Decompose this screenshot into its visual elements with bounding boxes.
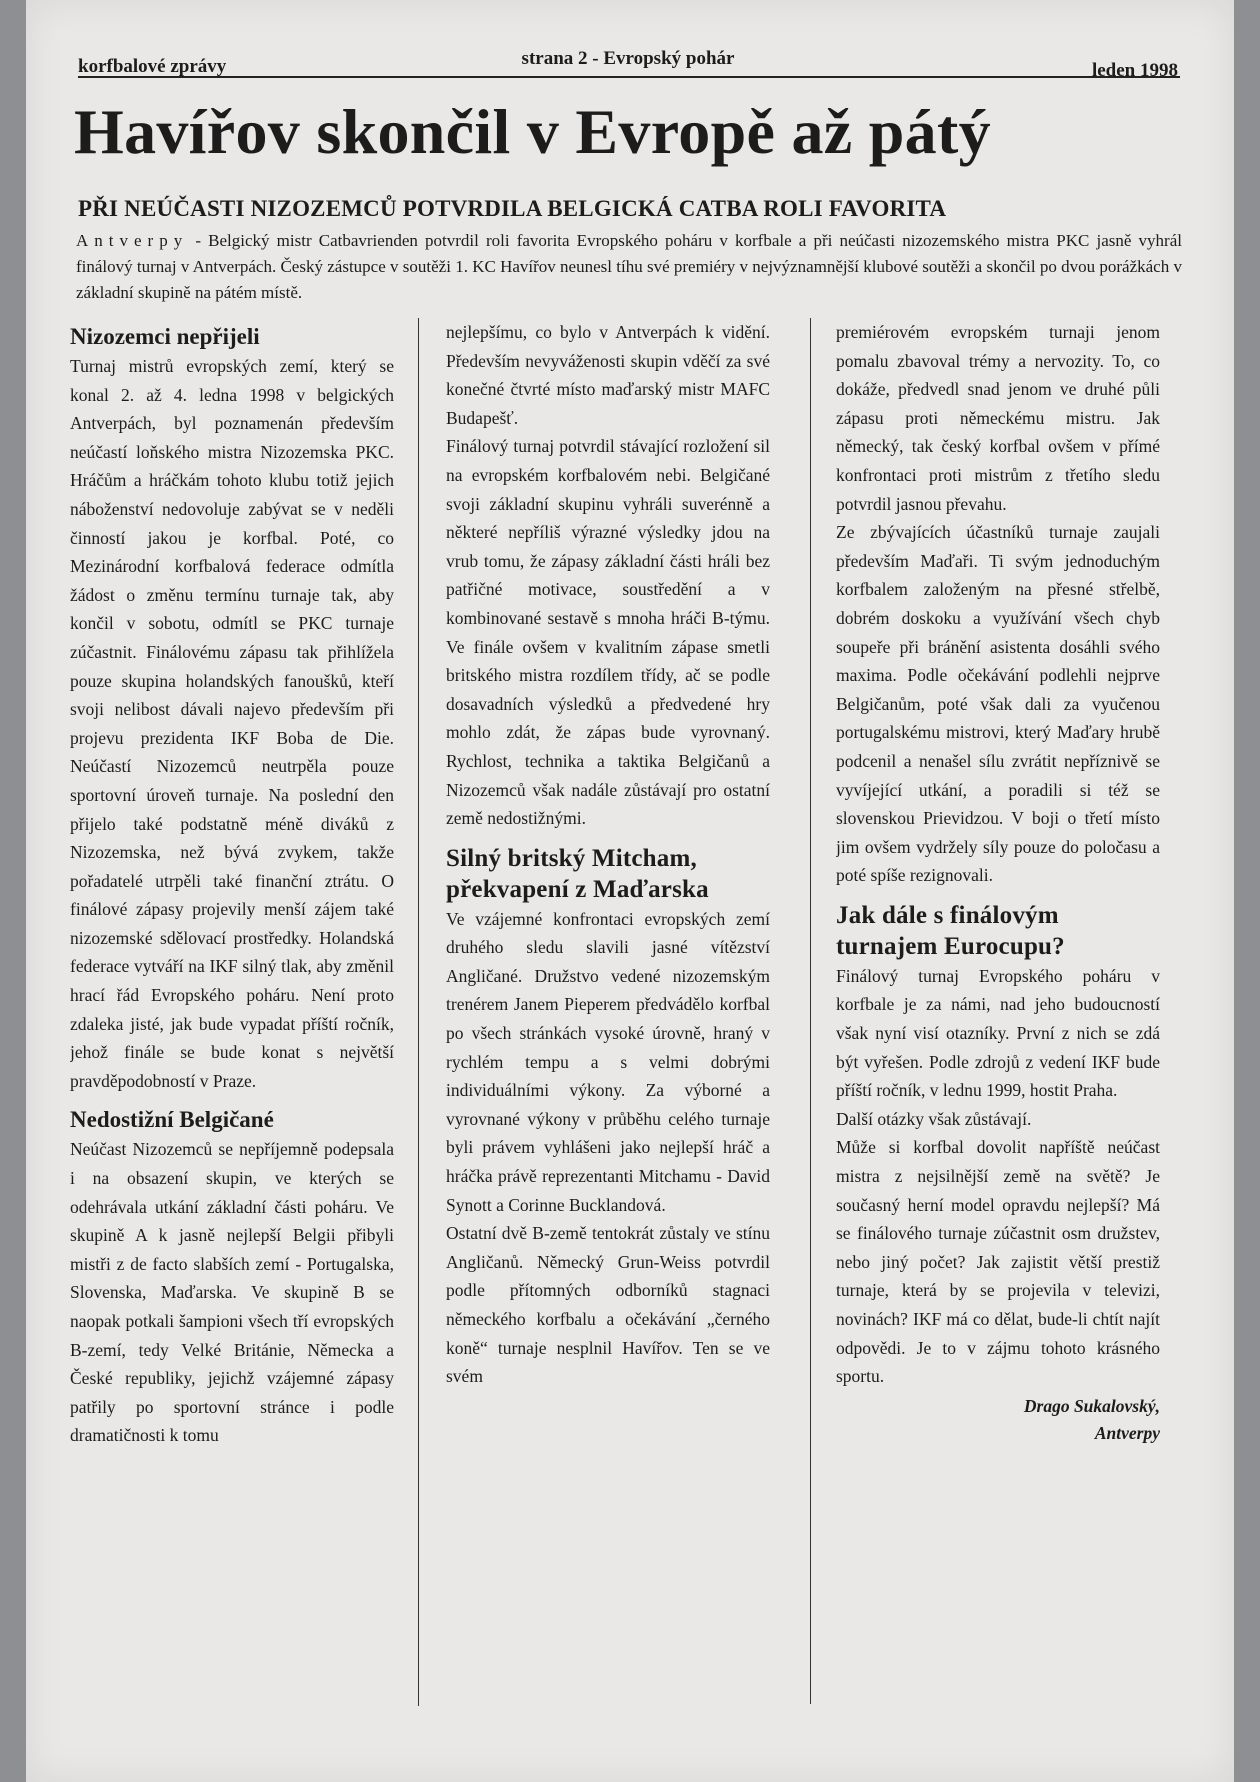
lead-text: - Belgický mistr Catbavrienden potvrdil roli favorita Evropského poháru v korfbale a při neúčasti nizozemského mistra PKC jasně vyhrál finálový turnaj v Antverpách. Český zástupce v soutěži 1. KC Havířov neunesl tíhu své premiéry v nejvýznamnější klubové soutěži a skončil po dvou porážkách v základní skupině na pátém místě.	[76, 231, 1182, 302]
article-column-1	[70, 322, 394, 1702]
paragraph: Finálový turnaj Evropského poháru v korfbale je za námi, nad jeho budoucností však nyní visí otazníky. První z nich se zdá být vyřešen. Podle zdrojů z vedení IKF bude příští ročník, v lednu 1999, hostit Praha.	[836, 965, 1160, 1101]
author-place: Antverpy	[1094, 1422, 1160, 1443]
article-column-2	[446, 318, 770, 1698]
section-heading: Jak dále s finálovým turnajem Eurocupu?	[836, 901, 1065, 960]
article-subheadline: PŘI NEÚČASTI NIZOZEMCŮ POTVRDILA BELGICKÁ CATBA ROLI FAVORITA	[78, 196, 947, 221]
paragraph: Může si korfbal dovolit napříště neúčast mistra z nejsilnější země na světě? Je současný herní model opravdu nejlepší? Má se finálového turnaje zúčastnit osm družstev, nebo jiný počet? Jak zajistit větší prestiž turnaje, která by se projevila v televizi, novinách? IKF má co dělat, bude-li chtít najít odpovědi. Je to v zájmu tohoto krásného sportu.	[836, 1137, 1160, 1387]
author-signature	[836, 1393, 1160, 1447]
page-header	[78, 46, 1178, 81]
dateline-place: Antverpy	[76, 231, 189, 250]
paragraph: Finálový turnaj potvrdil stávající rozložení sil na evropském korfbalovém nebi. Belgičané svoji základní skupinu vyhráli suverénně a některé nepříliš výrazné výsledky jdou na vrub tomu, že zápasy základní části hráli bez patřičné motivace, soustředění a v kombinované sestavě s mnoha hráči B-týmu. Ve finále ovšem v kvalitním zápase smetli britského mistra rozdílem třídy, ač se podle dosavadních výsledků a předvedené hry mohlo zdát, že zápas bude vyrovnaný. Rychlost, technika a taktika Belgičanů a Nizozemců však nadále zůstávají pro ostatní země nedostižnými.	[446, 436, 770, 829]
column-divider	[810, 318, 811, 1704]
paragraph: premiérovém evropském turnaji jenom pomalu zbavoval trémy a nervozity. To, co dokáže, předvedl snad jenom ve druhé půli zápasu proti německému mistru. Jak německý, tak český korfbal ovšem v přímé konfrontaci proti mistrům z třetího sledu potvrdil jasnou převahu.	[836, 322, 1160, 514]
header-divider	[78, 76, 1180, 78]
paragraph: Další otázky však zůstávají.	[836, 1108, 1032, 1129]
paragraph: nejlepšímu, co bylo v Antverpách k vidění. Především nevyváženosti skupin vděčí za své konečné čtvrté místo maďarský mistr MAFC Budapešť.	[446, 322, 770, 428]
section-heading: Nizozemci nepřijeli	[70, 324, 260, 349]
publication-name: korfbalové zprávy	[78, 56, 227, 77]
column-divider	[418, 318, 419, 1706]
paragraph: Turnaj mistrů evropských zemí, který se konal 2. až 4. ledna 1998 v belgických Antverpách, byl poznamenán především neúčastí loňského mistra Nizozemska PKC. Hráčům a hráčkám tohoto klubu totiž jejich náboženství nedovoluje zabývat se v neděli činností jakou je korfbal. Poté, co Mezinárodní korfbalová federace odmítla žádost o změnu termínu turnaje tak, aby končil v sobotu, odmítl se PKC turnaje zúčastnit. Finálovému zápasu tak přihlížela pouze skupina holandských fanoušků, kteří svoji nelibost dávali najevo především při projevu prezidenta IKF Boba de Die. Neúčastí Nizozemců neutrpěla pouze sportovní úroveň turnaje. Na poslední den přijelo také podstatně méně diváků z Nizozemska, než bývá zvykem, takže pořadatelé utrpěli také finanční ztrátu. O finálové zápasy projevily menší zájem také nizozemské sdělovací prostředky. Holandská federace vytváří na IKF silný tlak, aby změnil hrací řád Evropského poháru. Není proto zdaleka jisté, jak bude vypadat příští ročník, jehož finále se bude konat s největší pravděpodobností v Praze.	[70, 356, 394, 1091]
section-heading: Silný britský Mitcham, překvapení z Maďarska	[446, 844, 709, 903]
issue-date: leden 1998	[1091, 60, 1178, 81]
paragraph: Ostatní dvě B-země tentokrát zůstaly ve stínu Angličanů. Německý Grun-Weiss potvrdil podle přítomných odborníků stagnaci německého korfbalu a očekávání „černého koně“ turnaje nesplnil Havířov. Ten se ve svém	[446, 1223, 770, 1387]
section-heading: Nedostižní Belgičané	[70, 1107, 274, 1133]
author-name: Drago Sukalovský,	[1023, 1395, 1160, 1416]
paragraph: Neúčast Nizozemců se nepříjemně podepsala i na obsazení skupin, ve kterých se odehrávala utkání základní části poháru. Ve skupině A k jasně nejlepší Belgii přibyli mistři z de facto slabších zemí - Portugalska, Slovenska, Maďarska. Ve skupině B se naopak potkali šampioni všech tří evropských B-zemí, tedy Velké Británie, Německa a České republiky, jejichž vzájemné zápasy patřily po sportovní stránce i podle dramatičnosti k tomu	[70, 1139, 394, 1446]
section-title: strana 2 - Evropský pohár	[521, 48, 735, 69]
article-headline: Havířov skončil v Evropě až pátý	[74, 96, 991, 167]
paragraph: Ze zbývajících účastníků turnaje zaujali především Maďaři. Ti svým jednoduchým korfbalem založeným na přesné střelbě, dobrém doskoku a využívání všech chyb soupeře při bránění asistenta dosáhli svého maxima. Podle očekávání podlehli nejprve Belgičanům, poté však dali za vyučenou portugalskému mistrovi, který Maďary hrubě podcenil a nenašel sílu zvrátit nepříznivě se vyvíjející utkání, a poradili si též se slovenskou Prievidzou. V boji o třetí místo jim ovšem vydržely síly pouze do poločasu a poté spíše rezignovali.	[836, 522, 1160, 886]
article-column-3	[836, 318, 1160, 1698]
paragraph: Ve vzájemné konfrontaci evropských zemí druhého sledu slavili jasné vítězství Angličané. Družstvo vedené nizozemským trenérem Janem Pieperem předvádělo korfbal po všech stránkách vysoké úrovně, hraný v rychlém tempu a s velmi dobrými individuálními výkony. Za výborné a vyrovnané výkony v průběhu celého turnaje byli právem vyhlášeni jako nejlepší hráč a hráčka právě reprezentanti Mitchamu - David Synott a Corinne Bucklandová.	[446, 908, 770, 1215]
article-lead	[76, 228, 1182, 306]
